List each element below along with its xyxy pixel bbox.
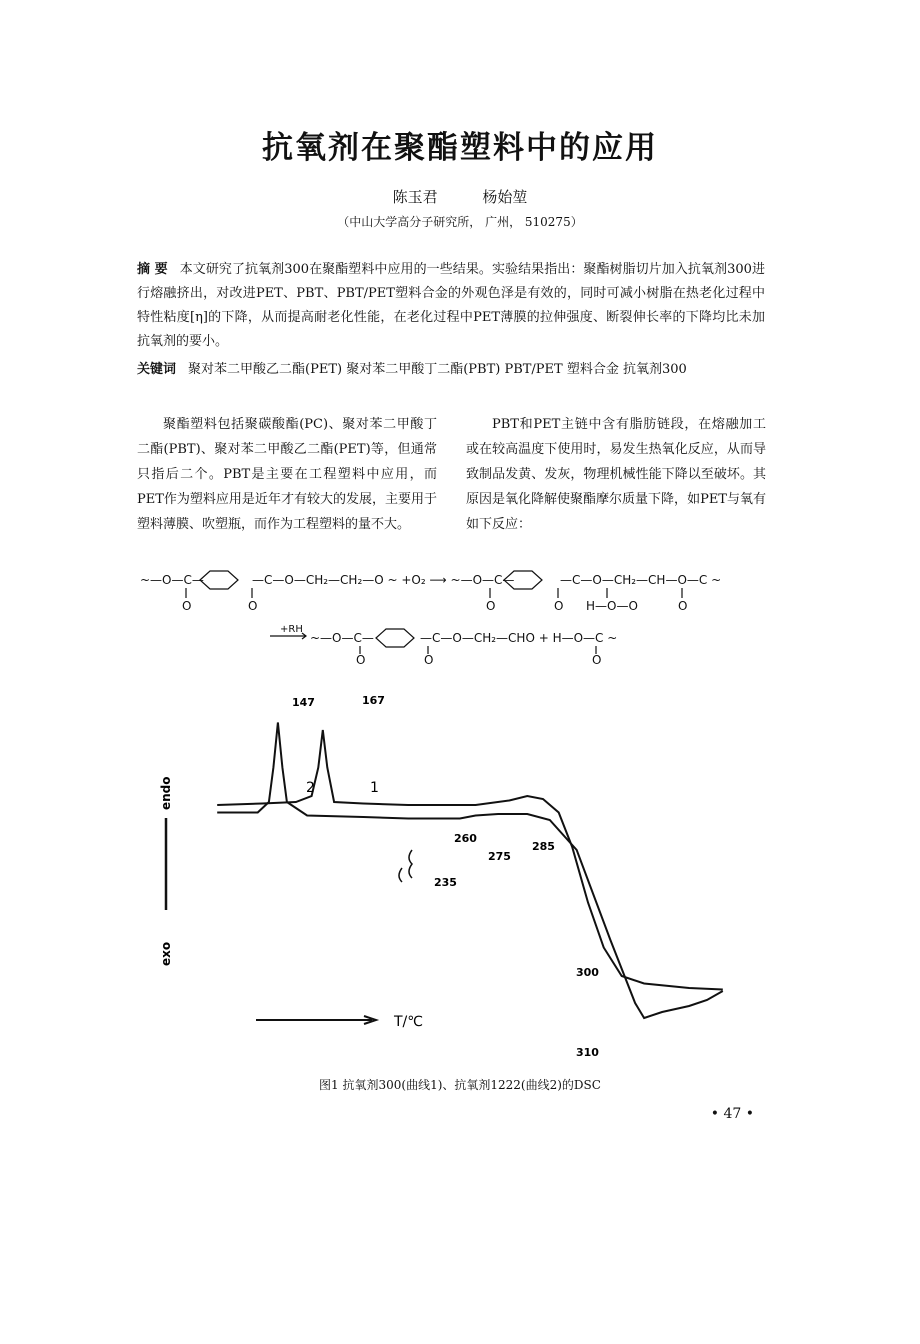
carbonyl-o-3: O	[486, 599, 496, 613]
curve-2-label: 2	[306, 780, 315, 796]
annotation-147: 147	[292, 696, 315, 709]
carbonyl-o-5: O	[678, 599, 688, 613]
dsc-curve-1	[217, 730, 723, 990]
curve-1-label: 1	[370, 780, 379, 796]
carbonyl-o-8: O	[592, 653, 602, 667]
carbonyl-o-7: O	[424, 653, 434, 667]
axis-break-1	[409, 850, 412, 878]
abstract	[137, 258, 765, 354]
annotation-300: 300	[576, 966, 599, 979]
reaction-line1-left: ~—O—C—	[140, 573, 204, 587]
carbonyl-o-6: O	[356, 653, 366, 667]
page-number: • 47 •	[710, 1106, 754, 1122]
hydroperoxide: H—O—O	[586, 599, 638, 613]
annotation-310: 310	[576, 1046, 599, 1059]
reaction-line2-right: —C—O—CH₂—CHO + H—O—C ~	[420, 631, 618, 645]
benzene-ring-3	[376, 629, 414, 647]
author-1: 陈玉君	[392, 188, 438, 206]
abstract-label: 摘 要	[137, 262, 168, 277]
keywords	[137, 358, 765, 382]
annotation-235: 235	[434, 876, 457, 889]
axis-break-2	[399, 868, 402, 882]
keywords-label: 关键词	[137, 362, 177, 377]
reaction-line2-left: ~—O—C—	[310, 631, 374, 645]
dsc-chart	[150, 690, 770, 1070]
reaction-line1-right: —C—O—CH₂—CH—O—C ~	[560, 573, 722, 587]
endo-label: endo	[159, 776, 173, 810]
authors	[0, 186, 920, 207]
arrow-label: +RH	[280, 624, 303, 635]
dsc-curve-2	[217, 723, 723, 1019]
keywords-text: 聚对苯二甲酸乙二酯(PET) 聚对苯二甲酸丁二酯(PBT) PBT/PET 塑料合金 抗氧剂300	[188, 362, 687, 377]
annotation-285: 285	[532, 840, 555, 853]
x-axis-label: T/℃	[394, 1014, 423, 1030]
annotation-275: 275	[488, 850, 511, 863]
reaction-line1-mid: —C—O—CH₂—CH₂—O ~ +O₂ ⟶ ~—O—C—	[252, 573, 515, 587]
annotation-167: 167	[362, 694, 385, 707]
reaction-scheme	[120, 562, 820, 672]
figure-caption: 图1 抗氧剂300(曲线1)、抗氧剂1222(曲线2)的DSC	[319, 1078, 601, 1092]
paper-title: 抗氧剂在聚酯塑料中的应用	[262, 130, 658, 166]
body-left-column: 聚酯塑料包括聚碳酸酯(PC)、聚对苯二甲酸丁二酯(PBT)、聚对苯二甲酸乙二酯(PET)等，但通常只指后二个。PBT是主要在工程塑料中应用，而PET作为塑料应用是近年才有较大的发展，主要用于塑料薄膜、吹塑瓶，而作为工程塑料的量不大。	[137, 417, 437, 532]
annotation-260: 260	[454, 832, 477, 845]
exo-label: exo	[159, 941, 173, 966]
carbonyl-o-1: O	[182, 599, 192, 613]
benzene-ring-1	[200, 571, 238, 589]
abstract-text: 本文研究了抗氧剂300在聚酯塑料中应用的一些结果。实验结果指出：聚酯树脂切片加入抗氧剂300进行熔融挤出，对改进PET、PBT、PBT/PET塑料合金的外观色泽是有效的，同时可减小树脂在热老化过程中特性粘度[η]的下降，从而提高耐老化性能，在老化过程中PET薄膜的拉伸强度、断裂伸长率的下降均比未加抗氧剂的要小。	[137, 262, 765, 349]
carbonyl-o-4: O	[554, 599, 564, 613]
affiliation: （中山大学高分子研究所， 广州， 510275）	[337, 215, 583, 229]
author-2: 杨始堃	[482, 188, 528, 206]
body-right-column: PBT和PET主链中含有脂肪链段，在熔融加工或在较高温度下使用时，易发生热氧化反应，从而导致制品发黄、发灰，物理机械性能下降以至破坏。其原因是氧化降解使聚酯摩尔质量下降，如PET与氧有如下反应：	[466, 417, 766, 532]
carbonyl-o-2: O	[248, 599, 258, 613]
